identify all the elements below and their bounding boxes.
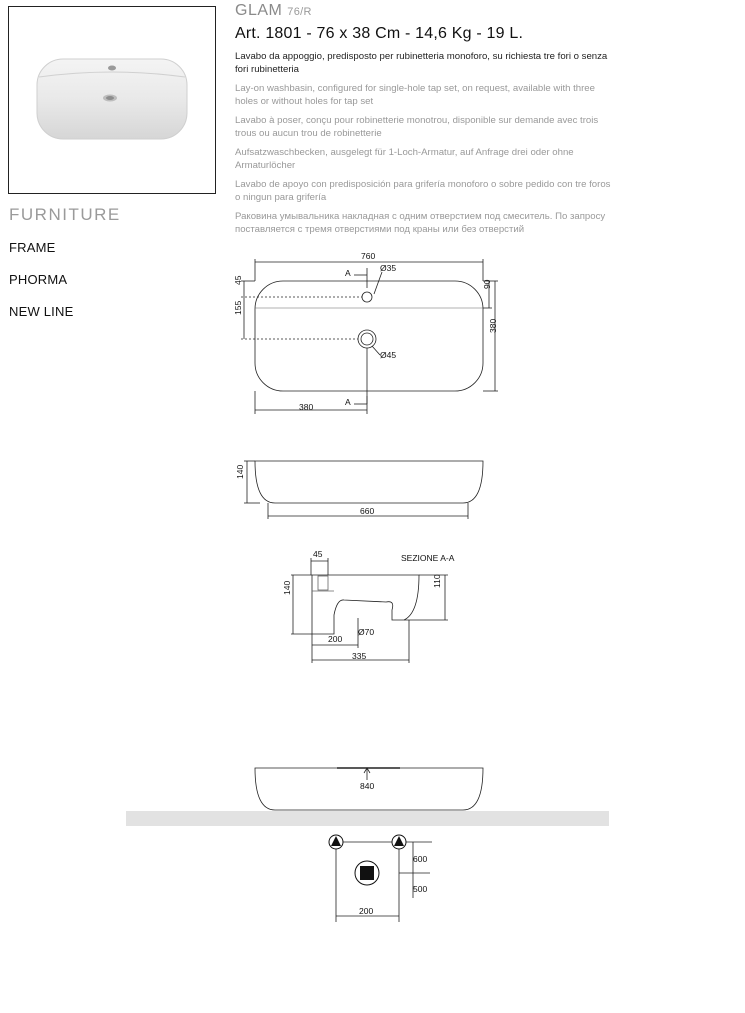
dim-380-bottom: 380 [299,402,314,412]
description-it: Lavabo da appoggio, predisposto per rubinetteria monoforo, su richiesta tre fori o senza fori rubinetteria [235,51,608,75]
dim-840: 840 [360,781,375,791]
dim-660: 660 [360,506,375,516]
plan-drawing [336,842,432,922]
top-view-drawing [241,259,498,414]
dim-200-plan: 200 [359,906,374,916]
dim-500: 500 [413,884,428,894]
product-photo [8,6,216,194]
dim-110: 110 [432,574,442,588]
front-view-drawing [244,461,483,519]
dim-drain-70: Ø70 [358,627,375,637]
installation-drawing [255,768,483,810]
dim-140-section: 140 [282,580,292,595]
countertop-band [126,811,609,826]
description-de: Aufsatzwaschbecken, ausgelegt für 1-Loch-Armatur, auf Anfrage drei oder ohne Armaturlöcher [235,147,574,171]
dim-45-top: 45 [233,275,243,285]
nav-item-phorma[interactable]: PHORMA [9,272,68,287]
section-marker-a-top: A [345,268,351,278]
dim-200-section: 200 [328,634,343,644]
dim-600: 600 [413,854,428,864]
section-title-aa: SEZIONE A-A [401,553,455,563]
section-marker-a-bottom: A [345,397,351,407]
section-aa-drawing [291,558,448,663]
dim-drain-hole: Ø45 [380,350,397,360]
washbasin-photo-image [9,7,215,193]
description-en: Lay-on washbasin, configured for single-hole tap set, on request, available with three holes or without holes for tap set [235,83,595,107]
dim-90: 90 [482,279,492,289]
dim-tap-hole: Ø35 [380,263,397,273]
description-ru: Раковина умывальника накладная с одним отверстием под смеситель. По запросу поставляется с тремя отверстиями под краны или без отверстий [235,211,606,235]
dim-760: 760 [361,251,376,261]
series-name: GLAM [235,2,283,19]
nav-item-frame[interactable]: FRAME [9,240,56,255]
dim-380-right: 380 [488,318,498,333]
dim-335: 335 [352,651,367,661]
series-code: 76/R [287,6,312,18]
dim-45-section: 45 [313,549,323,559]
series-title [235,2,312,20]
nav-item-new-line[interactable]: NEW LINE [9,304,74,319]
dim-140-front: 140 [235,464,245,479]
section-title: FURNITURE [9,205,121,224]
plan-symbols [329,835,406,885]
article-line: Art. 1801 - 76 x 38 Cm - 14,6 Kg - 19 L. [235,25,524,42]
description-fr: Lavabo à poser, conçu pour robinetterie monotrou, disponible sur demande avec trois trous ou aucun trou de robinetterie [235,115,599,139]
description-es: Lavabo de apoyo con predisposición para grifería monoforo o sobre pedido con tre foros o ningun para grifería [235,179,611,203]
dim-155: 155 [233,300,243,315]
